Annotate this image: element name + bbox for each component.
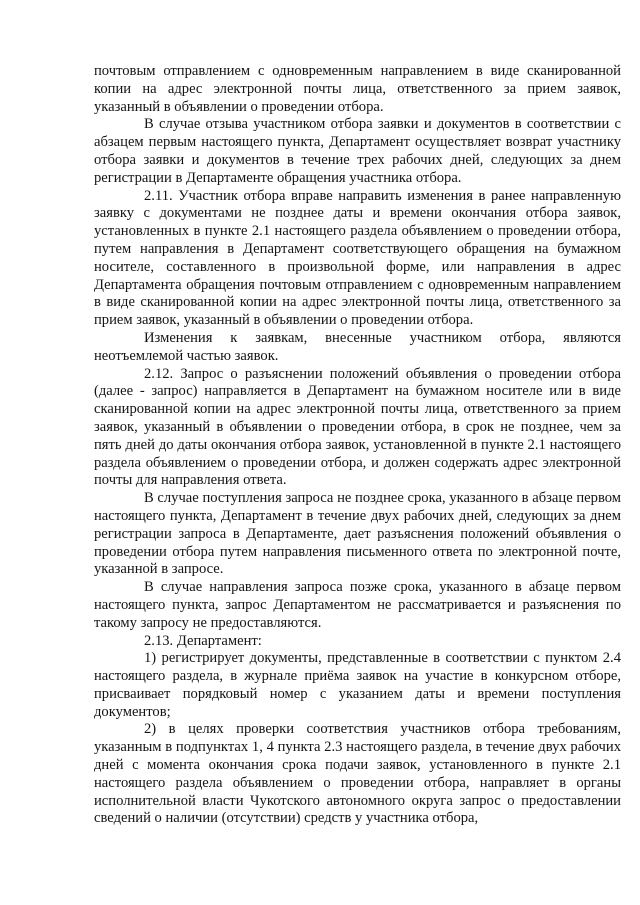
paragraph-7: В случае направления запроса позже срока, указанного в абзаце первом настоящего пункта, запрос Департаментом не рассматривается и разъяснения по такому запросу не предоставляются. bbox=[94, 579, 621, 631]
paragraph-3: 2.11. Участник отбора вправе направить изменения в ранее направленную заявку с документами не позднее даты и времени окончания отбора заявок, установленных в пункте 2.1 настоящего раздела объявлением о проведении отбора, путем направления в Департамент соответствующего обращения на бумажном носителе, составленного в произвольной форме, или направления в адрес Департамента обращения почтовым отправлением с одновременным направлением в виде сканированной копии на адрес электронной почты лица, ответственного за прием заявок, указанный в объявлении о проведении отбора. bbox=[94, 187, 621, 329]
paragraph-10: 2) в целях проверки соответствия участников отбора требованиям, указанным в подпунктах 1, 4 пункта 2.3 настоящего раздела, в течение двух рабочих дней с момента окончания срока подачи заявок, установленного в пункте 2.1 настоящего раздела объявлением о проведении отбора, направляет в органы исполнительной власти Чукотского автономного округа запрос о предоставлении сведений о наличии (отсутствии) средств у участника отбора, bbox=[94, 721, 621, 827]
paragraph-8: 2.13. Департамент: bbox=[144, 632, 262, 649]
paragraph-1: почтовым отправлением с одновременным направлением в виде сканированной копии на адрес электронной почты лица, ответственного за прием заявок, указанный в объявлении о проведении отбора. bbox=[94, 63, 621, 115]
paragraph-6: В случае поступления запроса не позднее срока, указанного в абзаце первом настоящего пункта, Департамент в течение двух рабочих дней, следующих за днем регистрации запроса в Департаменте, дает разъяснения положений объявления о проведении отбора путем направления письменного ответа по электронной почте, указанной в запросе. bbox=[94, 490, 621, 578]
paragraph-5: 2.12. Запрос о разъяснении положений объявления о проведении отбора (далее - запрос) направляется в Департамент на бумажном носителе или в виде сканированной копии на адрес электронной почты лица, ответственного за прием заявок, указанный в объявлении о проведении отбора, в срок не позднее, чем за пять дней до даты окончания отбора заявок, установленной в пункте 2.1 настоящего раздела объявлением о проведении отбора, и должен содержать адрес электронной почты для направления ответа. bbox=[94, 365, 621, 489]
document-page bbox=[94, 63, 621, 828]
paragraph-2: В случае отзыва участником отбора заявки и документов в соответствии с абзацем первым настоящего пункта, Департамент осуществляет возврат участнику отбора заявки и документов в течение трех рабочих дней, следующих за днем регистрации в Департаменте обращения участника отбора. bbox=[94, 116, 621, 186]
paragraph-4: Изменения к заявкам, внесенные участником отбора, являются неотъемлемой частью заявок. bbox=[94, 329, 621, 364]
paragraph-9: 1) регистрирует документы, представленные в соответствии с пунктом 2.4 настоящего раздела, в журнале приёма заявок на участие в конкурсном отборе, присваивает порядковый номер с указанием даты и времени поступления документов; bbox=[94, 650, 621, 720]
